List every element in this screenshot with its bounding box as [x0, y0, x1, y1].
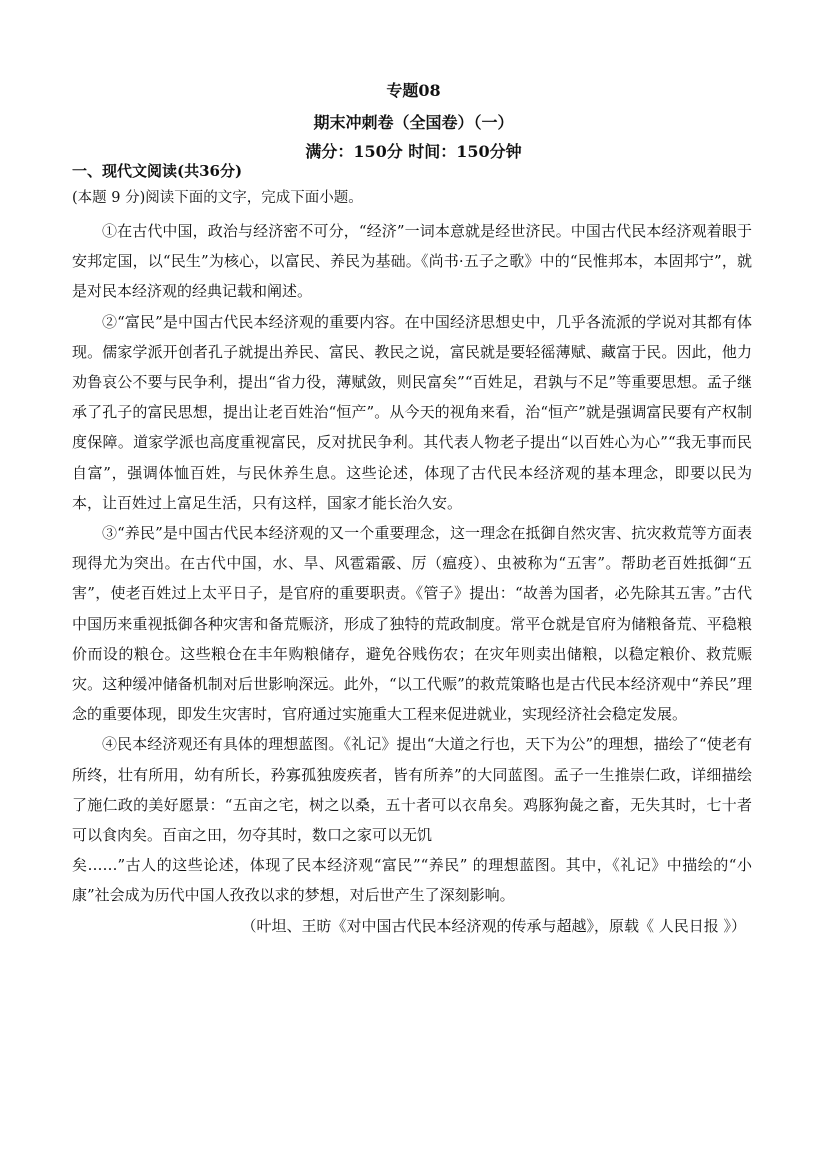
paragraph-2: ②“富民”是中国古代民本经济观的重要内容。在中国经济思想史中，几乎各流派的学说对其都有体现。儒家学派开创者孔子就提出养民、富民、教民之说，富民就是要轻徭薄赋、藏富于民。因此，他力劝鲁哀公不要与民争利，提出“省力役，薄赋敛，则民富矣”“百姓足，君孰与不足”等重要思想。孟子继承了孔子的富民思想，提出让老百姓治“恒产”。从今天的视角来看，治“恒产”就是强调富民要有产权制度保障。道家学派也高度重视富民，反对扰民争利。其代表人物老子提出“以百姓心为心”“我无事而民自富”，强调体恤百姓，与民休养生息。这些论述，体现了古代民本经济观的基本理念，即要以民为本，让百姓过上富足生活，只有这样，国家才能长治久安。 [72, 312, 752, 512]
paragraph-4-continued: 矣……”古人的这些论述，体现了民本经济观“富民”“养民” 的理想蓝图。其中，《礼记》中描绘的“小康”社会成为历代中国人孜孜以求的梦想，对后世产生了深刻影响。 [72, 856, 752, 905]
topic-label: 专题08 [386, 81, 441, 100]
paragraph-1: ①在古代中国，政治与经济密不可分，“经济”一词本意就是经世济民。中国古代民本经济观着眼于安邦定国，以“民生”为核心，以富民、养民为基础。《尚书·五子之歌》中的“民惟邦本，本固邦宁”，就是对民本经济观的经典记载和阐述。 [72, 222, 752, 301]
score-time-line: 满分：150分 时间：150分钟 [305, 142, 522, 161]
section-title: 一、现代文阅读(共36分) [72, 162, 243, 180]
paragraph-4: ④民本经济观还有具体的理想蓝图。《礼记》提出“大道之行也，天下为公”的理想，描绘了“使老有所终，壮有所用，幼有所长，矜寡孤独废疾者，皆有所养”的大同蓝图。孟子一生推崇仁政，详细描绘了施仁政的美好愿景：“五亩之宅，树之以桑，五十者可以衣帛矣。鸡豚狗彘之畜，无失其时，七十者可以食肉矣。百亩之田，勿夺其时，数口之家可以无饥 [72, 735, 752, 845]
question-intro: (本题 9 分)阅读下面的文字，完成下面小题。 [72, 190, 363, 206]
paragraph-3: ③“养民”是中国古代民本经济观的又一个重要理念，这一理念在抵御自然灾害、抗灾救荒等方面表现得尤为突出。在古代中国，水、旱、风雹霜霰、厉（瘟疫）、虫被称为“五害”。帮助老百姓抵御“五害”，使老百姓过上太平日子，是官府的重要职责。《管子》提出：“故善为国者，必先除其五害。”古代中国历来重视抵御各种灾害和备荒赈济，形成了独特的荒政制度。常平仓就是官府为储粮备荒、平稳粮价而设的粮仓。这些粮仓在丰年购粮储存，避免谷贱伤农；在灾年则卖出储粮，以稳定粮价、救荒赈灾。这种缓冲储备机制对后世影响深远。此外，“以工代赈”的救荒策略也是古代民本经济观中“养民”理念的重要体现，即发生灾害时，官府通过实施重大工程来促进就业，实现经济社会稳定发展。 [72, 524, 752, 724]
exam-title: 期末冲刺卷（全国卷）（一） [313, 113, 514, 132]
source-citation: （叶坦、王昉《对中国古代民本经济观的传承与超越》，原载《 人民日报 》） [241, 916, 746, 935]
reading-passage [72, 216, 752, 941]
